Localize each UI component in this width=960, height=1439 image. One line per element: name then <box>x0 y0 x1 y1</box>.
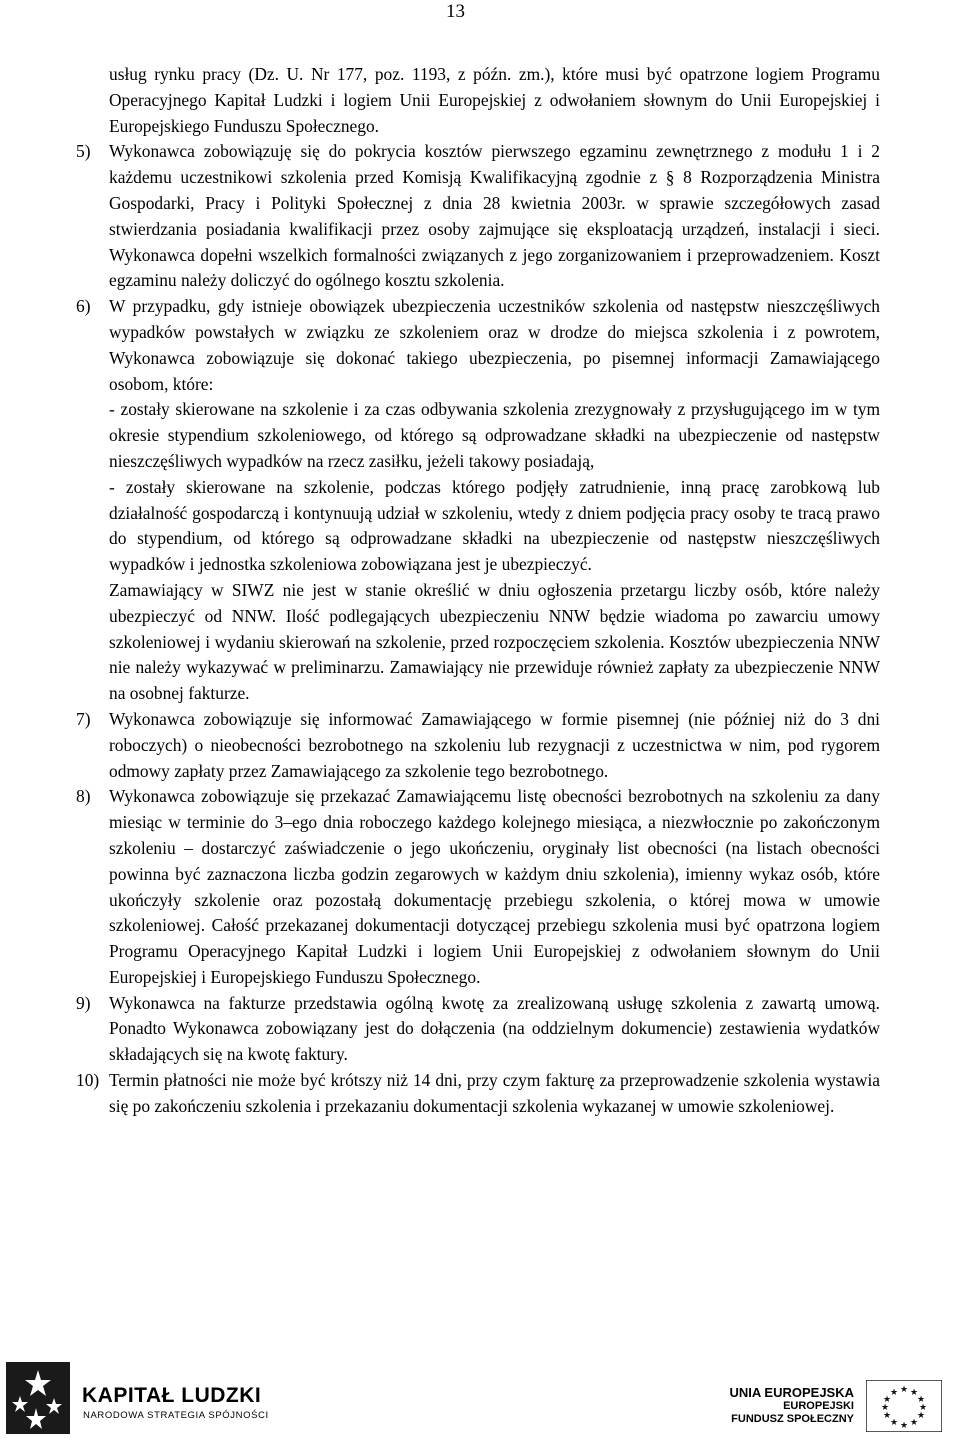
item-number: 5) <box>76 141 91 162</box>
svg-text:★: ★ <box>909 1388 919 1398</box>
page-number: 13 <box>446 1 465 22</box>
eu-logo-line1: UNIA EUROPEJSKA <box>729 1385 854 1400</box>
kapital-ludzki-title: KAPITAŁ LUDZKI <box>82 1384 262 1407</box>
sub-paragraph: - zostały skierowane na szkolenie i za czas odbywania szkolenia zrezygnowały z przysługującego im w tym okresie stypendium szkoleniowego, od którego są odprowadzane składki na ubezpieczenie od następstw nieszczęśliwych wypadków na rzecz zasiłku, jeżeli takowy posiadają, <box>109 399 880 471</box>
kapital-ludzki-emblem-icon <box>6 1362 70 1434</box>
sub-paragraph: - zostały skierowane na szkolenie, podczas którego podjęły zatrudnienie, inną pracę zarobkową lub działalność gospodarczą i kontynuują udział w szkoleniu, wtedy z dniem podjęcia pracy osoby te tracą prawo do stypendium, od którego są odprowadzane składki na ubezpieczenie od następstw nieszczęśliwych wypadków i jednostka szkoleniowa zobowiązana jest je ubezpieczyć. <box>109 476 880 575</box>
item-number: 6) <box>76 296 91 317</box>
svg-text:★: ★ <box>918 1403 928 1413</box>
item-text: Wykonawca zobowiązuję się do pokrycia kosztów pierwszego egzaminu zewnętrznego z modułu 1 i 2 każdemu uczestnikowi szkolenia przed Komisją Kwalifikacyjną zgodnie z § 8 Rozporządzenia Ministra Gospodarki, Pracy i Polityki Społecznej z dnia 28 kwietnia 2003r. w sprawie szczegółowych zasad stwierdzania posiadania kwalifikacji przez osoby zajmujące się eksploatacją urządzeń, instalacji i sieci. Wykonawca dopełni wszelkich formalności związanych z jego zorganizowaniem i przeprowadzeniem. Koszt egzaminu należy doliczyć do ogólnego kosztu szkolenia. <box>109 141 880 291</box>
eu-logo-line2: EUROPEJSKI <box>783 1399 854 1412</box>
list-item-8 <box>76 784 880 990</box>
eu-stars-icon <box>866 1380 942 1432</box>
item-text: Wykonawca zobowiązuje się przekazać Zamawiającemu listę obecności bezrobotnych na szkoleniu za dany miesiąc w terminie do 3–ego dnia roboczego każdego kolejnego miesiąca, a niezwłocznie po zakończonym szkoleniu – dostarczyć zaświadczenie o jego ukończeniu, oryginały list obecności (na listach obecności powinna być zaznaczona liczba godzin zegarowych w każdym dniu szkolenia), imienny wykaz osób, które ukończyły szkolenie oraz pozostałą dokumentację przebiegu szkolenia, o której mowa w umowie szkoleniowej. Całość przekazanej dokumentacji dotyczącej przebiegu szkolenia musi być opatrzona logiem Programu Operacyjnego Kapitał Ludzki i logiem Unii Europejskiej z odwołaniem słownym do Unii Europejskiej i Europejskiego Funduszu Społecznego. <box>109 786 880 987</box>
item-number: 7) <box>76 708 91 729</box>
svg-text:★: ★ <box>916 1395 926 1405</box>
eu-logo-line3: FUNDUSZ SPOŁECZNY <box>731 1413 854 1425</box>
svg-text:★: ★ <box>880 1403 890 1413</box>
list-item-5 <box>76 139 880 294</box>
list-item-7 <box>76 707 880 784</box>
list-item-6 <box>76 294 880 397</box>
document-body <box>76 62 880 1120</box>
sub-paragraph: Zamawiający w SIWZ nie jest w stanie określić w dniu ogłoszenia przetargu liczby osób, które należy ubezpieczyć od NNW. Ilość podlegających ubezpieczeniu NNW będzie wiadoma po zawarciu umowy szkoleniowej i wydaniu skierowań na szkolenie, przed rozpoczęciem szkolenia. Kosztów ubezpieczenia NNW nie należy wykazywać w preliminarzu. Zamawiający nie przewiduje również zapłaty za ubezpieczenie NNW na osobnej fakturze. <box>109 579 880 704</box>
item-number: 10) <box>76 1070 100 1091</box>
item-text: Wykonawca na fakturze przedstawia ogólną kwotę za zrealizowaną usługę szkolenia z zawartą umową. Ponadto Wykonawca zobowiązany jest do dołączenia (na oddzielnym dokumencie) zestawienia wydatków składających się na kwotę faktury. <box>109 992 880 1065</box>
eu-logo-text <box>730 1386 854 1427</box>
item-text: Termin płatności nie może być krótszy niż 14 dni, przy czym fakturę za przeprowadzenie szkolenia wystawia się po zakończeniu szkolenia i przekazaniu dokumentacji szkolenia wykazanej w umowie szkoleniowej. <box>109 1070 880 1116</box>
intro-paragraph: usług rynku pracy (Dz. U. Nr 177, poz. 1193, z późn. zm.), które musi być opatrzone logiem Programu Operacyjnego Kapitał Ludzki i logiem Unii Europejskiej z odwołaniem słownym do Unii Europejskiej i Europejskiego Funduszu Społecznego. <box>109 64 880 136</box>
svg-text:★: ★ <box>909 1418 919 1428</box>
list-item-9 <box>76 991 880 1068</box>
item-text: W przypadku, gdy istnieje obowiązek ubezpieczenia uczestników szkolenia od następstw nieszczęśliwych wypadków powstałych w związku ze szkoleniem oraz w drodze do miejsca szkolenia i z powrotem, Wykonawca zobowiązuje się dokonać takiego ubezpieczenia, po pisemnej informacji Zamawiającego osobom, które: <box>109 296 880 394</box>
svg-text:★: ★ <box>899 1385 909 1395</box>
svg-text:★: ★ <box>916 1411 926 1421</box>
svg-text:★: ★ <box>882 1395 892 1405</box>
svg-text:★: ★ <box>889 1388 899 1398</box>
svg-text:★: ★ <box>899 1421 909 1431</box>
svg-text:★: ★ <box>889 1418 899 1428</box>
svg-text:★: ★ <box>882 1411 892 1421</box>
list-item-10 <box>76 1068 880 1120</box>
kapital-ludzki-subtitle: NARODOWA STRATEGIA SPÓJNOŚCI <box>83 1410 269 1421</box>
item-number: 9) <box>76 992 91 1013</box>
item-text: Wykonawca zobowiązuje się informować Zamawiającego w formie pisemnej (nie później niż do 3 dni roboczych) o nieobecności bezrobotnego na szkoleniu lub rezygnacji z uczestnictwa w nim, pod rygorem odmowy zapłaty przez Zamawiającego za szkolenie tego bezrobotnego. <box>109 708 880 781</box>
item-number: 8) <box>76 786 91 807</box>
